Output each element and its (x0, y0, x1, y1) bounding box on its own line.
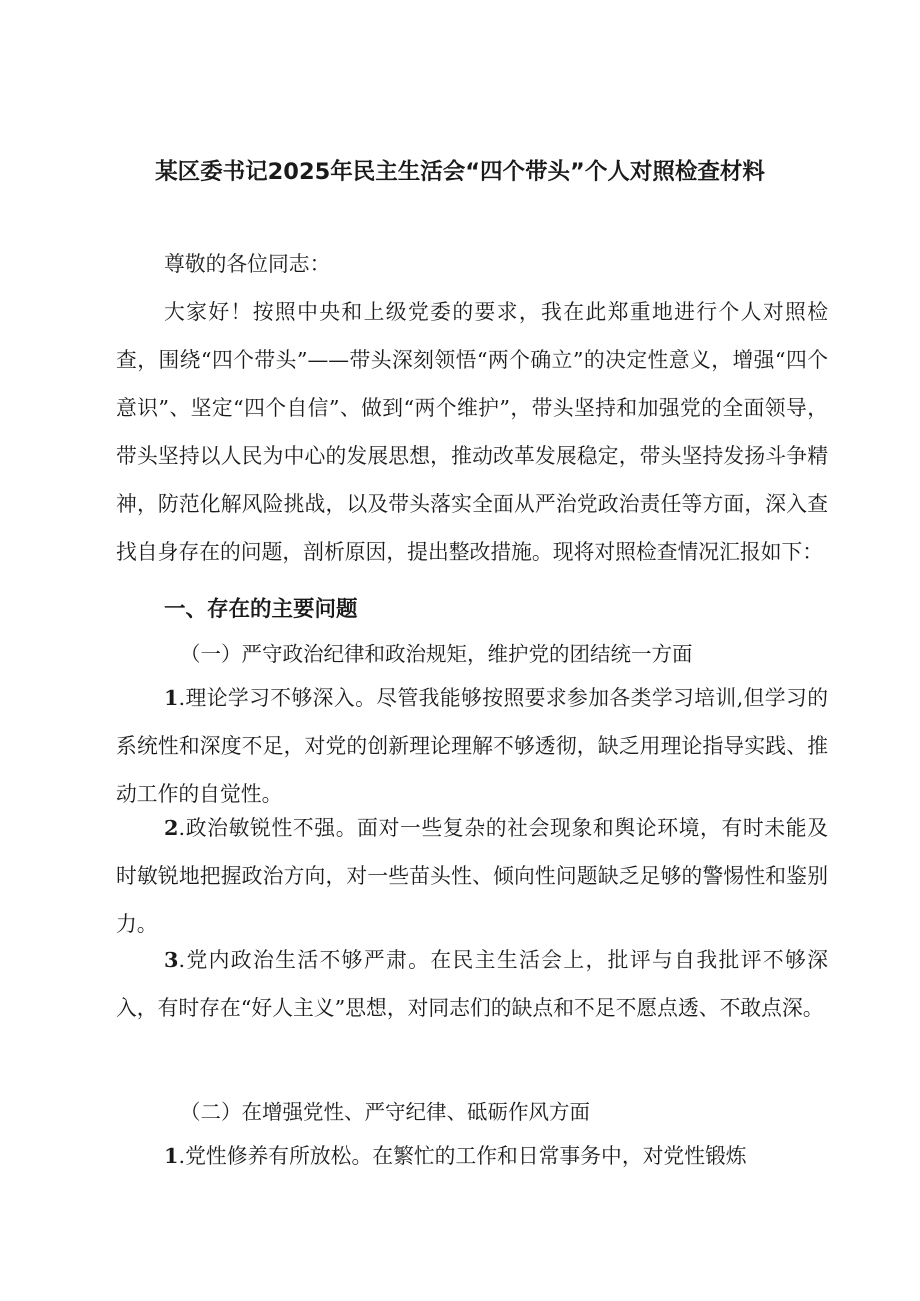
item-number: 1 (164, 685, 179, 710)
item-number: 1 (164, 1143, 179, 1168)
item-text: .政治敏锐性不强。面对一些复杂的社会现象和舆论环境，有时未能及时敏锐地把握政治方向，对一些苗头性、倾向性问题缺乏足够的警惕性和鉴别力。 (116, 816, 828, 936)
item-text: .理论学习不够深入。尽管我能够按照要求参加各类学习培训,但学习的系统性和深度不足，对党的创新理论理解不够透彻，缺乏用理论指导实践、推动工作的自觉性。 (116, 686, 828, 806)
list-item (116, 1132, 828, 1180)
item-text: .党内政治生活不够严肃。在民主生活会上，批评与自我批评不够深入，有时存在“好人主义”思想，对同志们的缺点和不足不愿点透、不敢点深。 (116, 948, 828, 1020)
item-number: 3 (164, 947, 179, 972)
intro-paragraph: 大家好！按照中央和上级党委的要求，我在此郑重地进行个人对照检查，围绕“四个带头”——带头深刻领悟“两个确立”的决定性意义，增强“四个意识”、坚定“四个自信”、做到“两个维护”，带头坚持和加强党的全面领导，带头坚持以人民为中心的发展思想，推动改革发展稳定，带头坚持发扬斗争精神，防范化解风险挑战，以及带头落实全面从严治党政治责任等方面，深入查找自身存在的问题，剖析原因，提出整改措施。现将对照检查情况汇报如下： (116, 300, 828, 564)
subsection-heading-2: （二）在增强党性、严守纪律、砥砺作风方面 (180, 1100, 590, 1124)
section-heading: 一、存在的主要问题 (164, 597, 358, 622)
list-item (116, 674, 828, 818)
list-item (116, 804, 828, 948)
item-number: 2 (164, 815, 179, 840)
salutation: 尊敬的各位同志： (164, 252, 331, 276)
list-item (116, 936, 828, 1032)
item-text: .党性修养有所放松。在繁忙的工作和日常事务中，对党性锻炼 (178, 1144, 747, 1168)
subsection-heading-1: （一）严守政治纪律和政治规矩，维护党的团结统一方面 (180, 642, 693, 666)
document-title: 某区委书记2025年民主生活会“四个带头”个人对照检查材料 (155, 159, 765, 185)
